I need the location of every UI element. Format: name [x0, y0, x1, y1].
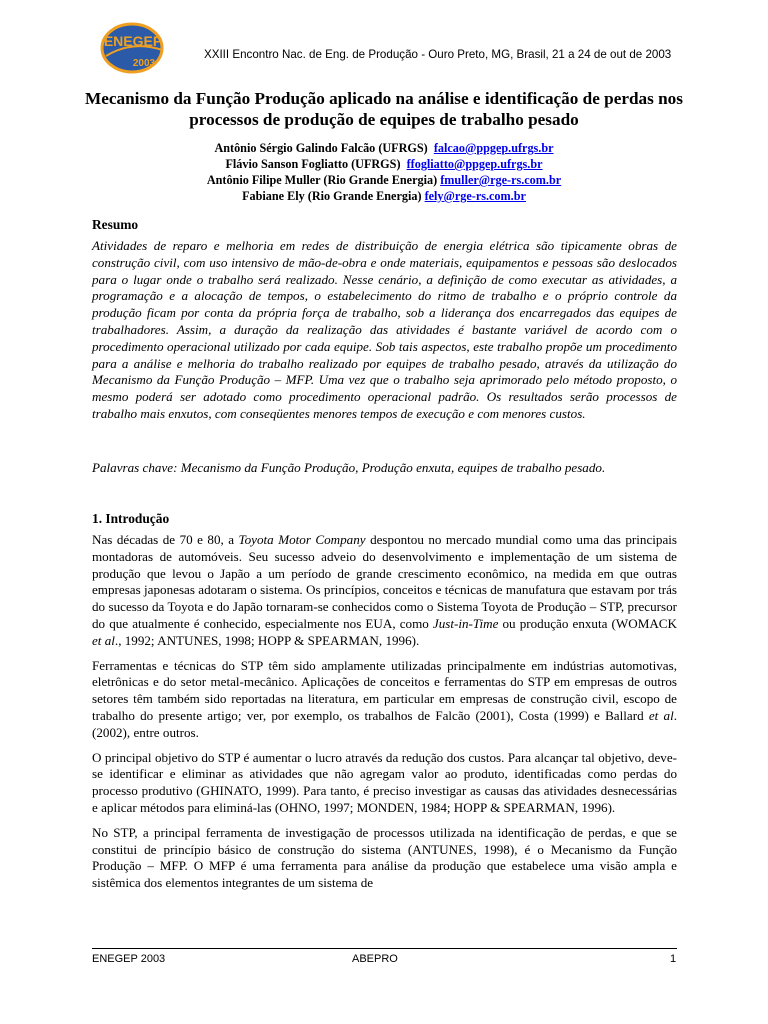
svg-text:ENEGEP: ENEGEP [103, 33, 163, 49]
page-number: 1 [670, 953, 677, 965]
keywords: Palavras chave: Mecanismo da Função Produção, Produção enxuta, equipes de trabalho pesado. [92, 460, 606, 475]
author-email-link[interactable]: ffogliatto@ppgep.ufrgs.br [406, 157, 543, 171]
paragraph: O principal objetivo do STP é aumentar o lucro através da redução dos custos. Para alcançar tal objetivo, deve-se identificar e eliminar as atividades que não agregam valor ao produto, identificadas como perdas do processo produtivo (GHINATO, 1999). Para tanto, é preciso investigar as causas das atividades desnecessárias e aplicar métodos para eliminá-las (OHNO, 1997; MONDEN, 1984; HOPP & SPEARMAN, 1996). [92, 749, 677, 815]
page-header [92, 18, 692, 78]
conference-header: XXIII Encontro Nac. de Eng. de Produção - Ouro Preto, MG, Brasil, 21 a 24 de out de 2003 [204, 48, 672, 61]
author-email-link[interactable]: falcao@ppgep.ufrgs.br [433, 141, 554, 155]
enegep-logo [92, 20, 176, 76]
abstract-text: Atividades de reparo e melhoria em redes de distribuição de energia elétrica são tipicamente obras de construção civil, com uso intensivo de mão-de-obra e onde materiais, equipamentos e pessoas são deslocados para o lugar onde o trabalho será realizado. Nesse cenário, a definição de como executar as atividades, a programação e a alocação de tempos, o estabelecimento do ritmo de trabalho e o próprio controle da produção ficam por conta da própria força de trabalho, sob a liderança dos encarregados das equipes de trabalhadores. Assim, a duração da realização das atividades é bastante variável de acordo com o procedimento operacional utilizado por cada equipe. Sob tais aspectos, este trabalho propõe um procedimento para a análise e melhoria do trabalho realizado por equipes de trabalho pesado, através da utilização do Mecanismo da Função Produção – MFP. Uma vez que o trabalho seja aprimorado pelo método proposto, o mesmo poderá ser adotado como procedimento operacional padrão. Os resultados serão processos de trabalho mais enxutos, com conseqüentes menores tempos de execução e com menores custos. [92, 238, 677, 421]
author-name: Antônio Sérgio Galindo Falcão (UFRGS) [214, 141, 428, 155]
author-name: Antônio Filipe Muller (Rio Grande Energia) [206, 173, 438, 187]
author-line [80, 172, 688, 188]
paper-title: Mecanismo da Função Produção aplicado na análise e identificação de perdas nos processos de produção de equipes de trabalho pesado [85, 89, 683, 129]
footer-conference: ENEGEP 2003 [92, 953, 166, 965]
author-email-link[interactable]: fmuller@rge-rs.com.br [440, 173, 562, 187]
author-line [80, 140, 688, 156]
footer-divider [92, 948, 677, 949]
abstract-heading: Resumo [92, 217, 139, 232]
author-list [80, 140, 688, 204]
svg-text:2003: 2003 [132, 58, 156, 69]
author-line [80, 188, 688, 204]
paragraph: Ferramentas e técnicas do STP têm sido amplamente utilizadas principalmente em indústrias automotivas, eletrônicas e do setor metal-mecânico. Aplicações de conceitos e ferramentas do STP em empresas de outros setores têm também sido reportadas na literatura, em particular em empresas de construção civil, escopo de trabalho do presente artigo; ver, por exemplo, os trabalhos de Falcão (2001), Costa (1999) e Ballard et al. (2002), entre outros. [92, 657, 677, 740]
paragraph: Nas décadas de 70 e 80, a Toyota Motor Company despontou no mercado mundial como uma das principais montadoras de automóveis. Seu sucesso adveio do desenvolvimento e implementação de um sistema de produção que levou o Japão a um período de grande crescimento econômico, na medida em que outras empresas japonesas adotaram o sistema. Os princípios, conceitos e técnicas de manufatura que estavam por trás do sucesso da Toyota e do Japão tornaram-se conhecidos como o Sistema Toyota de Produção – STP, precursor do que atualmente é conhecido, especialmente nos EUA, como Just-in-Time ou produção enxuta (WOMACK et al., 1992; ANTUNES, 1998; HOPP & SPEARMAN, 1996). [92, 532, 677, 648]
paragraph: No STP, a principal ferramenta de investigação de processos utilizada na identificação de perdas, e que se constitui de princípio básico de construção do sistema (ANTUNES, 1998), é o Mecanismo da Função Produção – MFP. O MFP é uma ferramenta para análise da produção que estabelece uma visão ampla e sistêmica dos elementos integrantes de um sistema de [92, 824, 677, 891]
author-email-link[interactable]: fely@rge-rs.com.br [424, 189, 526, 203]
section-heading-introduction: 1. Introdução [92, 511, 170, 526]
author-name: Flávio Sanson Fogliatto (UFRGS) [225, 157, 401, 171]
introduction-body [92, 532, 677, 900]
author-name: Fabiane Ely (Rio Grande Energia) [242, 189, 422, 203]
footer-organization: ABEPRO [352, 953, 398, 965]
author-line [80, 156, 688, 172]
